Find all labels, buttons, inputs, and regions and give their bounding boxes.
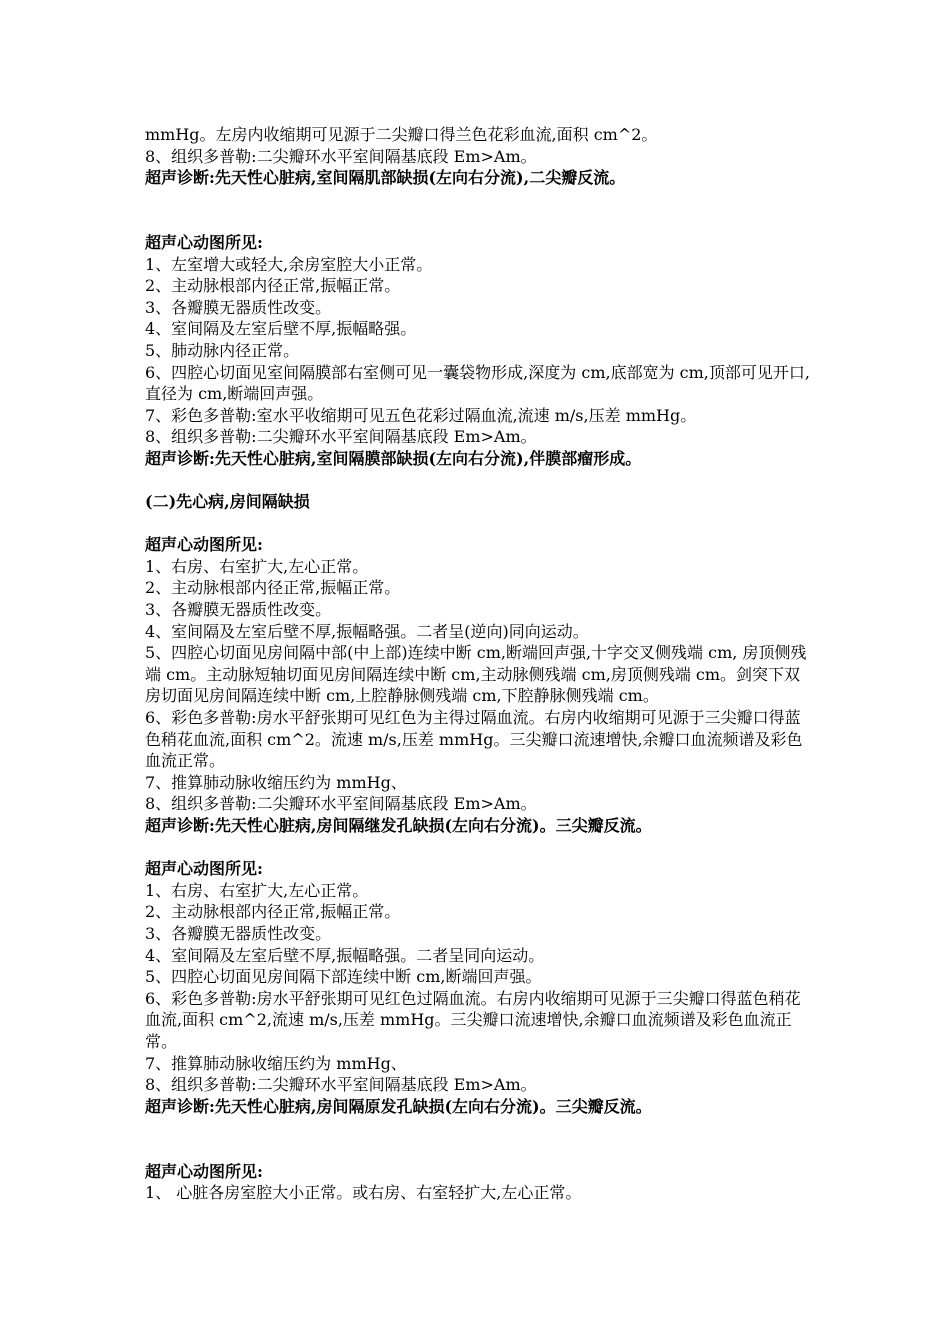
finding-item: 2、主动脉根部内径正常,振幅正常。 [145, 902, 401, 922]
finding-item: 6、彩色多普勒:房水平舒张期可见红色为主得过隔血流。右房内收缩期可见源于三尖瓣口得蓝色稍花血流,面积 cm^2。流速 m/s,压差 mmHg。三尖瓣口流速增快,余瓣口血流频谱及彩色血流正常。 [145, 708, 803, 771]
finding-item: 4、室间隔及左室后壁不厚,振幅略强。二者呈(逆向)同向运动。 [145, 621, 589, 641]
finding-item: 2、主动脉根部内径正常,振幅正常。 [145, 578, 401, 598]
finding-item: 5、四腔心切面见房间隔中部(中上部)连续中断 cm,断端回声强,十字交叉侧残端 cm, 房顶侧残端 cm。主动脉短轴切面见房间隔连续中断 cm,主动脉侧残端 cm,房顶侧残端 cm。剑突下双房切面见房间隔连续中断 cm,上腔静脉侧残端 cm,下腔静脉侧残端 cm。 [145, 643, 807, 706]
diagnosis-line: 超声诊断:先天性心脏病,室间隔肌部缺损(左向右分流),二尖瓣反流。 [145, 168, 626, 188]
finding-item: 7、推算肺动脉收缩压约为 mmHg、 [145, 772, 407, 792]
finding-item: 7、推算肺动脉收缩压约为 mmHg、 [145, 1053, 407, 1073]
finding-item: 5、肺动脉内径正常。 [145, 340, 300, 360]
finding-item: 8、组织多普勒:二尖瓣环水平室间隔基底段 Em>Am。 [145, 427, 537, 447]
finding-item: 4、室间隔及左室后壁不厚,振幅略强。二者呈同向运动。 [145, 945, 545, 965]
finding-item: 8、组织多普勒:二尖瓣环水平室间隔基底段 Em>Am。 [145, 794, 537, 814]
finding-item: 3、各瓣膜无器质性改变。 [145, 600, 332, 620]
finding-item: 1、右房、右室扩大,左心正常。 [145, 556, 369, 576]
finding-item: 1、左室增大或轻大,余房室腔大小正常。 [145, 254, 433, 274]
finding-item: 4、室间隔及左室后壁不厚,振幅略强。 [145, 319, 417, 339]
findings-heading: 超声心动图所见: [145, 535, 263, 555]
document-body [145, 124, 815, 1204]
finding-item: 3、各瓣膜无器质性改变。 [145, 297, 332, 317]
finding-item: 6、四腔心切面见室间隔膜部右室侧可见一囊袋物形成,深度为 cm,底部宽为 cm,顶部可见开口,直径为 cm,断端回声强。 [145, 362, 810, 404]
finding-item: 8、组织多普勒:二尖瓣环水平室间隔基底段 Em>Am。 [145, 1075, 537, 1095]
intro-line: mmHg。左房内收缩期可见源于二尖瓣口得兰色花彩血流,面积 cm^2。 [145, 125, 658, 144]
finding-item: 2、主动脉根部内径正常,振幅正常。 [145, 276, 401, 296]
finding-item: 5、四腔心切面见房间隔下部连续中断 cm,断端回声强。 [145, 967, 542, 987]
finding-item: 3、各瓣膜无器质性改变。 [145, 923, 332, 943]
finding-item: 1、 心脏各房室腔大小正常。或右房、右室轻扩大,左心正常。 [145, 1183, 582, 1203]
intro-line: 8、组织多普勒:二尖瓣环水平室间隔基底段 Em>Am。 [145, 146, 537, 166]
diagnosis-line: 超声诊断:先天性心脏病,房间隔原发孔缺损(左向右分流)。三尖瓣反流。 [145, 1096, 652, 1116]
findings-heading: 超声心动图所见: [145, 1161, 263, 1181]
findings-heading: 超声心动图所见: [145, 232, 263, 252]
diagnosis-line: 超声诊断:先天性心脏病,房间隔继发孔缺损(左向右分流)。三尖瓣反流。 [145, 816, 652, 835]
section-title: (二)先心病,房间隔缺损 [145, 492, 310, 512]
findings-heading: 超声心动图所见: [145, 859, 263, 879]
diagnosis-line: 超声诊断:先天性心脏病,室间隔膜部缺损(左向右分流),伴膜部瘤形成。 [145, 448, 642, 468]
finding-item: 7、彩色多普勒:室水平收缩期可见五色花彩过隔血流,流速 m/s,压差 mmHg。 [145, 405, 697, 425]
finding-item: 6、彩色多普勒:房水平舒张期可见红色过隔血流。右房内收缩期可见源于三尖瓣口得蓝色稍花血流,面积 cm^2,流速 m/s,压差 mmHg。三尖瓣口流速增快,余瓣口血流频谱及彩色血流正常。 [145, 988, 801, 1051]
finding-item: 1、右房、右室扩大,左心正常。 [145, 880, 369, 900]
